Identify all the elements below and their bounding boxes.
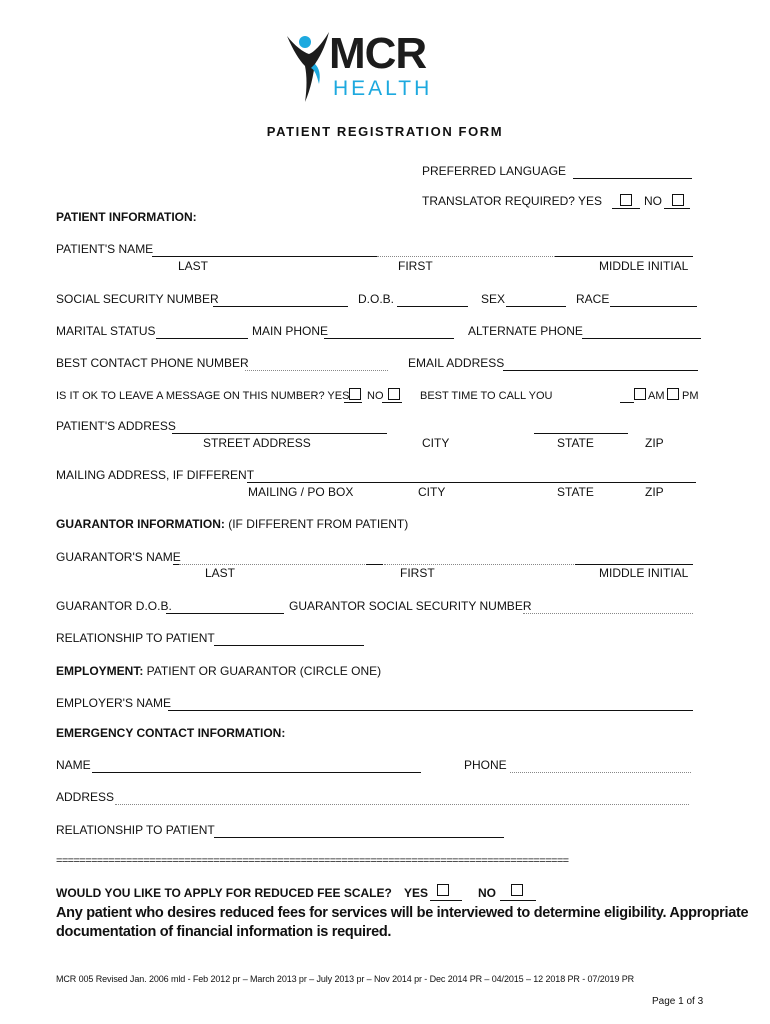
emergency-phone-field[interactable] (510, 772, 691, 773)
translator-yes-line (612, 208, 640, 209)
mailing-state-caption: STATE (557, 485, 594, 499)
leave-message-no-label: NO (367, 390, 384, 402)
revision-footer: MCR 005 Revised Jan. 2006 mld - Feb 2012 pr – March 2013 pr – July 2013 pr – Nov 2014 pr - Dec 2014 PR – 04/2015 – 12 2018 PR - 07/2019 PR (56, 974, 635, 984)
guarantor-middle-initial-field[interactable] (575, 564, 693, 565)
employer-name-field[interactable] (168, 710, 693, 711)
last-caption: LAST (178, 259, 209, 273)
guarantor-dob-label: GUARANTOR D.O.B. (56, 599, 172, 613)
best-contact-label: BEST CONTACT PHONE NUMBER (56, 356, 249, 370)
patient-section-heading: PATIENT INFORMATION: (56, 210, 197, 224)
guarantor-middle-caption: MIDDLE INITIAL (599, 566, 689, 580)
mailing-address-field[interactable] (247, 482, 696, 483)
mailing-po-caption: MAILING / PO BOX (248, 485, 354, 499)
zip-caption: ZIP (645, 436, 664, 450)
am-checkbox[interactable] (634, 388, 646, 400)
mailing-zip-caption: ZIP (645, 485, 664, 499)
guarantor-ssn-field[interactable] (523, 613, 693, 614)
reduced-fee-yes-checkbox[interactable] (437, 884, 449, 896)
guarantor-first-caption: FIRST (400, 566, 435, 580)
translator-no-line (664, 208, 690, 209)
mcr-health-logo (285, 28, 445, 106)
main-phone-field[interactable] (324, 338, 454, 339)
race-label: RACE (576, 292, 610, 306)
guarantor-relationship-label: RELATIONSHIP TO PATIENT (56, 631, 215, 645)
emergency-section-heading: EMERGENCY CONTACT INFORMATION: (56, 726, 286, 740)
guarantor-heading-bold: GUARANTOR INFORMATION: (56, 517, 225, 531)
emergency-relationship-label: RELATIONSHIP TO PATIENT (56, 823, 215, 837)
ssn-field[interactable] (213, 306, 348, 307)
state-caption: STATE (557, 436, 594, 450)
reduced-fee-yes-label: YES (404, 886, 429, 900)
sex-label: SEX (481, 292, 506, 306)
guarantor-last-caption: LAST (205, 566, 236, 580)
guarantor-name-label: GUARANTOR'S NAME (56, 550, 181, 564)
city-caption: CITY (422, 436, 450, 450)
email-label: EMAIL ADDRESS (408, 356, 505, 370)
reduced-fee-no-line (500, 900, 536, 901)
employer-name-label: EMPLOYER'S NAME (56, 696, 171, 710)
best-contact-field[interactable] (245, 370, 388, 371)
mailing-address-label: MAILING ADDRESS, IF DIFFERENT (56, 468, 255, 482)
guarantor-first-name-field[interactable] (384, 564, 574, 565)
guarantor-first-start (366, 564, 383, 565)
alternate-phone-field[interactable] (582, 338, 701, 339)
emergency-address-label: ADDRESS (56, 790, 115, 804)
email-field[interactable] (503, 370, 698, 371)
reduced-fee-question: WOULD YOU LIKE TO APPLY FOR REDUCED FEE SCALE? (56, 886, 392, 900)
leave-message-label: IS IT OK TO LEAVE A MESSAGE ON THIS NUMBER? YES (56, 390, 350, 402)
form-title: PATIENT REGISTRATION FORM (266, 124, 504, 139)
patient-first-name-field[interactable] (377, 256, 555, 257)
guarantor-relationship-field[interactable] (214, 645, 364, 646)
best-time-field[interactable] (620, 402, 634, 403)
leave-message-yes-line (344, 402, 362, 403)
race-field[interactable] (610, 306, 697, 307)
preferred-language-label: PREFERRED LANGUAGE (422, 164, 567, 178)
main-phone-label: MAIN PHONE (252, 324, 329, 338)
logo-mcr-text: MCR (329, 29, 427, 78)
guarantor-dob-field[interactable] (166, 613, 284, 614)
employment-circle-one: PATIENT OR GUARANTOR (CIRCLE ONE) (143, 664, 382, 678)
marital-status-label: MARITAL STATUS (56, 324, 156, 338)
best-time-label: BEST TIME TO CALL YOU (420, 390, 553, 402)
reduced-fee-note-1: Any patient who desires reduced fees for services will be interviewed to determine eligibility. Appropriate (56, 905, 749, 921)
guarantor-last-name-field[interactable] (179, 564, 365, 565)
emergency-name-label: NAME (56, 758, 91, 772)
first-caption: FIRST (398, 259, 433, 273)
alternate-phone-label: ALTERNATE PHONE (468, 324, 583, 338)
leave-message-no-line (382, 402, 402, 403)
guarantor-section-heading (56, 517, 408, 531)
preferred-language-field[interactable] (573, 178, 692, 179)
dob-label: D.O.B. (358, 292, 395, 306)
emergency-phone-label: PHONE (464, 758, 507, 772)
emergency-address-field[interactable] (115, 804, 689, 805)
employment-heading: EMPLOYMENT: (56, 664, 144, 678)
translator-yes-checkbox[interactable] (620, 194, 632, 206)
pm-label: PM (682, 390, 699, 402)
reduced-fee-no-checkbox[interactable] (511, 884, 523, 896)
dob-field[interactable] (397, 306, 468, 307)
reduced-fee-yes-line (430, 900, 462, 901)
am-label: AM (648, 390, 665, 402)
street-caption: STREET ADDRESS (203, 436, 311, 450)
translator-label: TRANSLATOR REQUIRED? YES (422, 194, 603, 208)
leave-message-no-checkbox[interactable] (388, 388, 400, 400)
ssn-label: SOCIAL SECURITY NUMBER (56, 292, 219, 306)
pm-checkbox[interactable] (667, 388, 679, 400)
emergency-relationship-field[interactable] (214, 837, 504, 838)
middle-caption: MIDDLE INITIAL (599, 259, 689, 273)
translator-no-label: NO (644, 194, 662, 208)
reduced-fee-no-label: NO (478, 886, 496, 900)
employment-row (56, 664, 381, 678)
patient-state-field[interactable] (534, 433, 628, 434)
patient-middle-initial-field[interactable] (555, 256, 693, 257)
mailing-city-caption: CITY (418, 485, 446, 499)
sex-field[interactable] (506, 306, 566, 307)
reduced-fee-note-2: documentation of financial information is required. (56, 924, 392, 940)
page-number: Page 1 of 3 (652, 996, 704, 1007)
patient-address-field[interactable] (172, 433, 387, 434)
patient-last-name-field[interactable] (152, 256, 377, 257)
guarantor-heading-rest: (IF DIFFERENT FROM PATIENT) (224, 517, 409, 531)
guarantor-ssn-label: GUARANTOR SOCIAL SECURITY NUMBER (289, 599, 532, 613)
emergency-name-field[interactable] (92, 772, 421, 773)
logo-health-text: HEALTH (333, 77, 433, 100)
patient-name-label: PATIENT'S NAME (56, 242, 154, 256)
separator-line: ======================================================================================== (56, 855, 569, 867)
leave-message-yes-checkbox[interactable] (349, 388, 361, 400)
marital-status-field[interactable] (156, 338, 248, 339)
patient-address-label: PATIENT'S ADDRESS (56, 419, 176, 433)
translator-no-checkbox[interactable] (672, 194, 684, 206)
